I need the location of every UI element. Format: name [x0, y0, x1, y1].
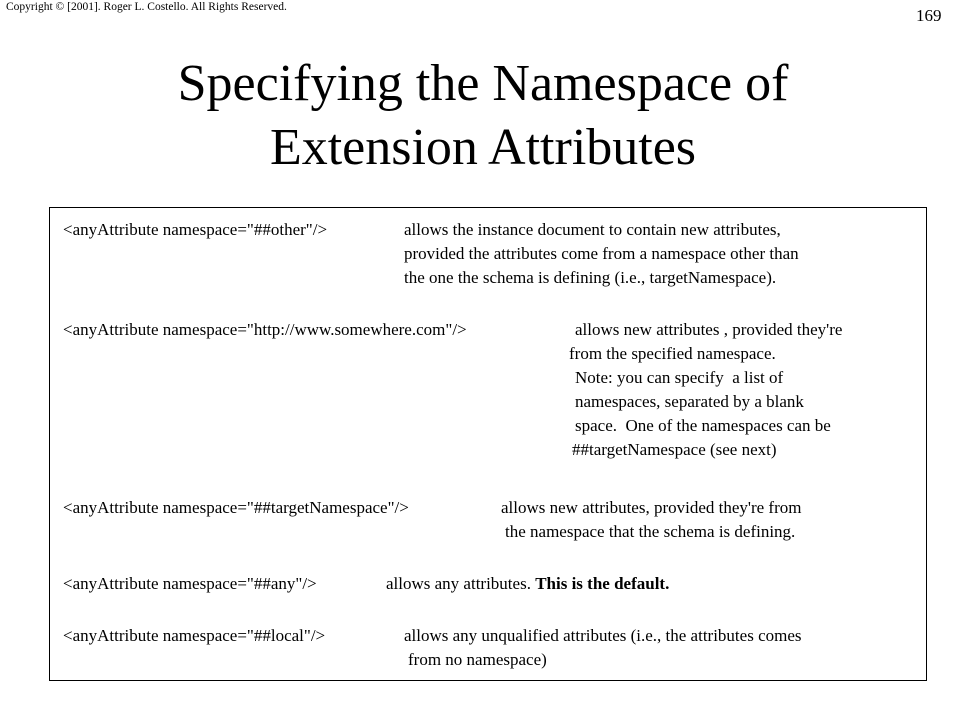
content-box	[49, 207, 927, 681]
slide-title-line-1: Specifying the Namespace of	[177, 55, 789, 112]
entry-somewhere-code: <anyAttribute namespace="http://www.somewhere.com"/>	[63, 320, 467, 339]
page-number: 169	[916, 6, 942, 25]
entry-somewhere-description-line-2: from the specified namespace.	[569, 344, 776, 363]
entry-any-description-text: allows any attributes.	[386, 574, 531, 593]
entry-any-default-emphasis: This is the default.	[535, 574, 670, 593]
entry-any-description	[386, 574, 669, 594]
entry-target-namespace-description-line-2: the namespace that the schema is defining.	[505, 522, 796, 541]
entry-somewhere-description-line-1: allows new attributes , provided they're	[575, 320, 843, 339]
entry-local-code: <anyAttribute namespace="##local"/>	[63, 626, 326, 645]
entry-other-description-line-2: provided the attributes come from a namespace other than	[404, 244, 799, 263]
entry-other-code: <anyAttribute namespace="##other"/>	[63, 220, 328, 239]
entry-other-description-line-3: the one the schema is defining (i.e., targetNamespace).	[404, 268, 777, 287]
entry-local-description-line-1: allows any unqualified attributes (i.e., the attributes comes	[404, 626, 802, 645]
entry-local-description-line-2: from no namespace)	[408, 650, 547, 669]
slide-title	[0, 52, 960, 180]
entry-somewhere-note-line-3: space. One of the namespaces can be	[575, 416, 831, 435]
entry-somewhere-note-line-4: ##targetNamespace (see next)	[572, 440, 777, 459]
entry-target-namespace-description-line-1: allows new attributes, provided they're from	[501, 498, 802, 517]
copyright-notice: Copyright © [2001]. Roger L. Costello. All Rights Reserved.	[6, 1, 287, 13]
entry-other-description-line-1: allows the instance document to contain new attributes,	[404, 220, 781, 239]
entry-somewhere-note-line-2: namespaces, separated by a blank	[575, 392, 804, 411]
entry-any-code: <anyAttribute namespace="##any"/>	[63, 574, 317, 593]
slide-title-line-2: Extension Attributes	[269, 119, 697, 176]
entry-target-namespace-code: <anyAttribute namespace="##targetNamespace"/>	[63, 498, 409, 517]
entry-somewhere-note-line-1: Note: you can specify a list of	[575, 368, 784, 387]
